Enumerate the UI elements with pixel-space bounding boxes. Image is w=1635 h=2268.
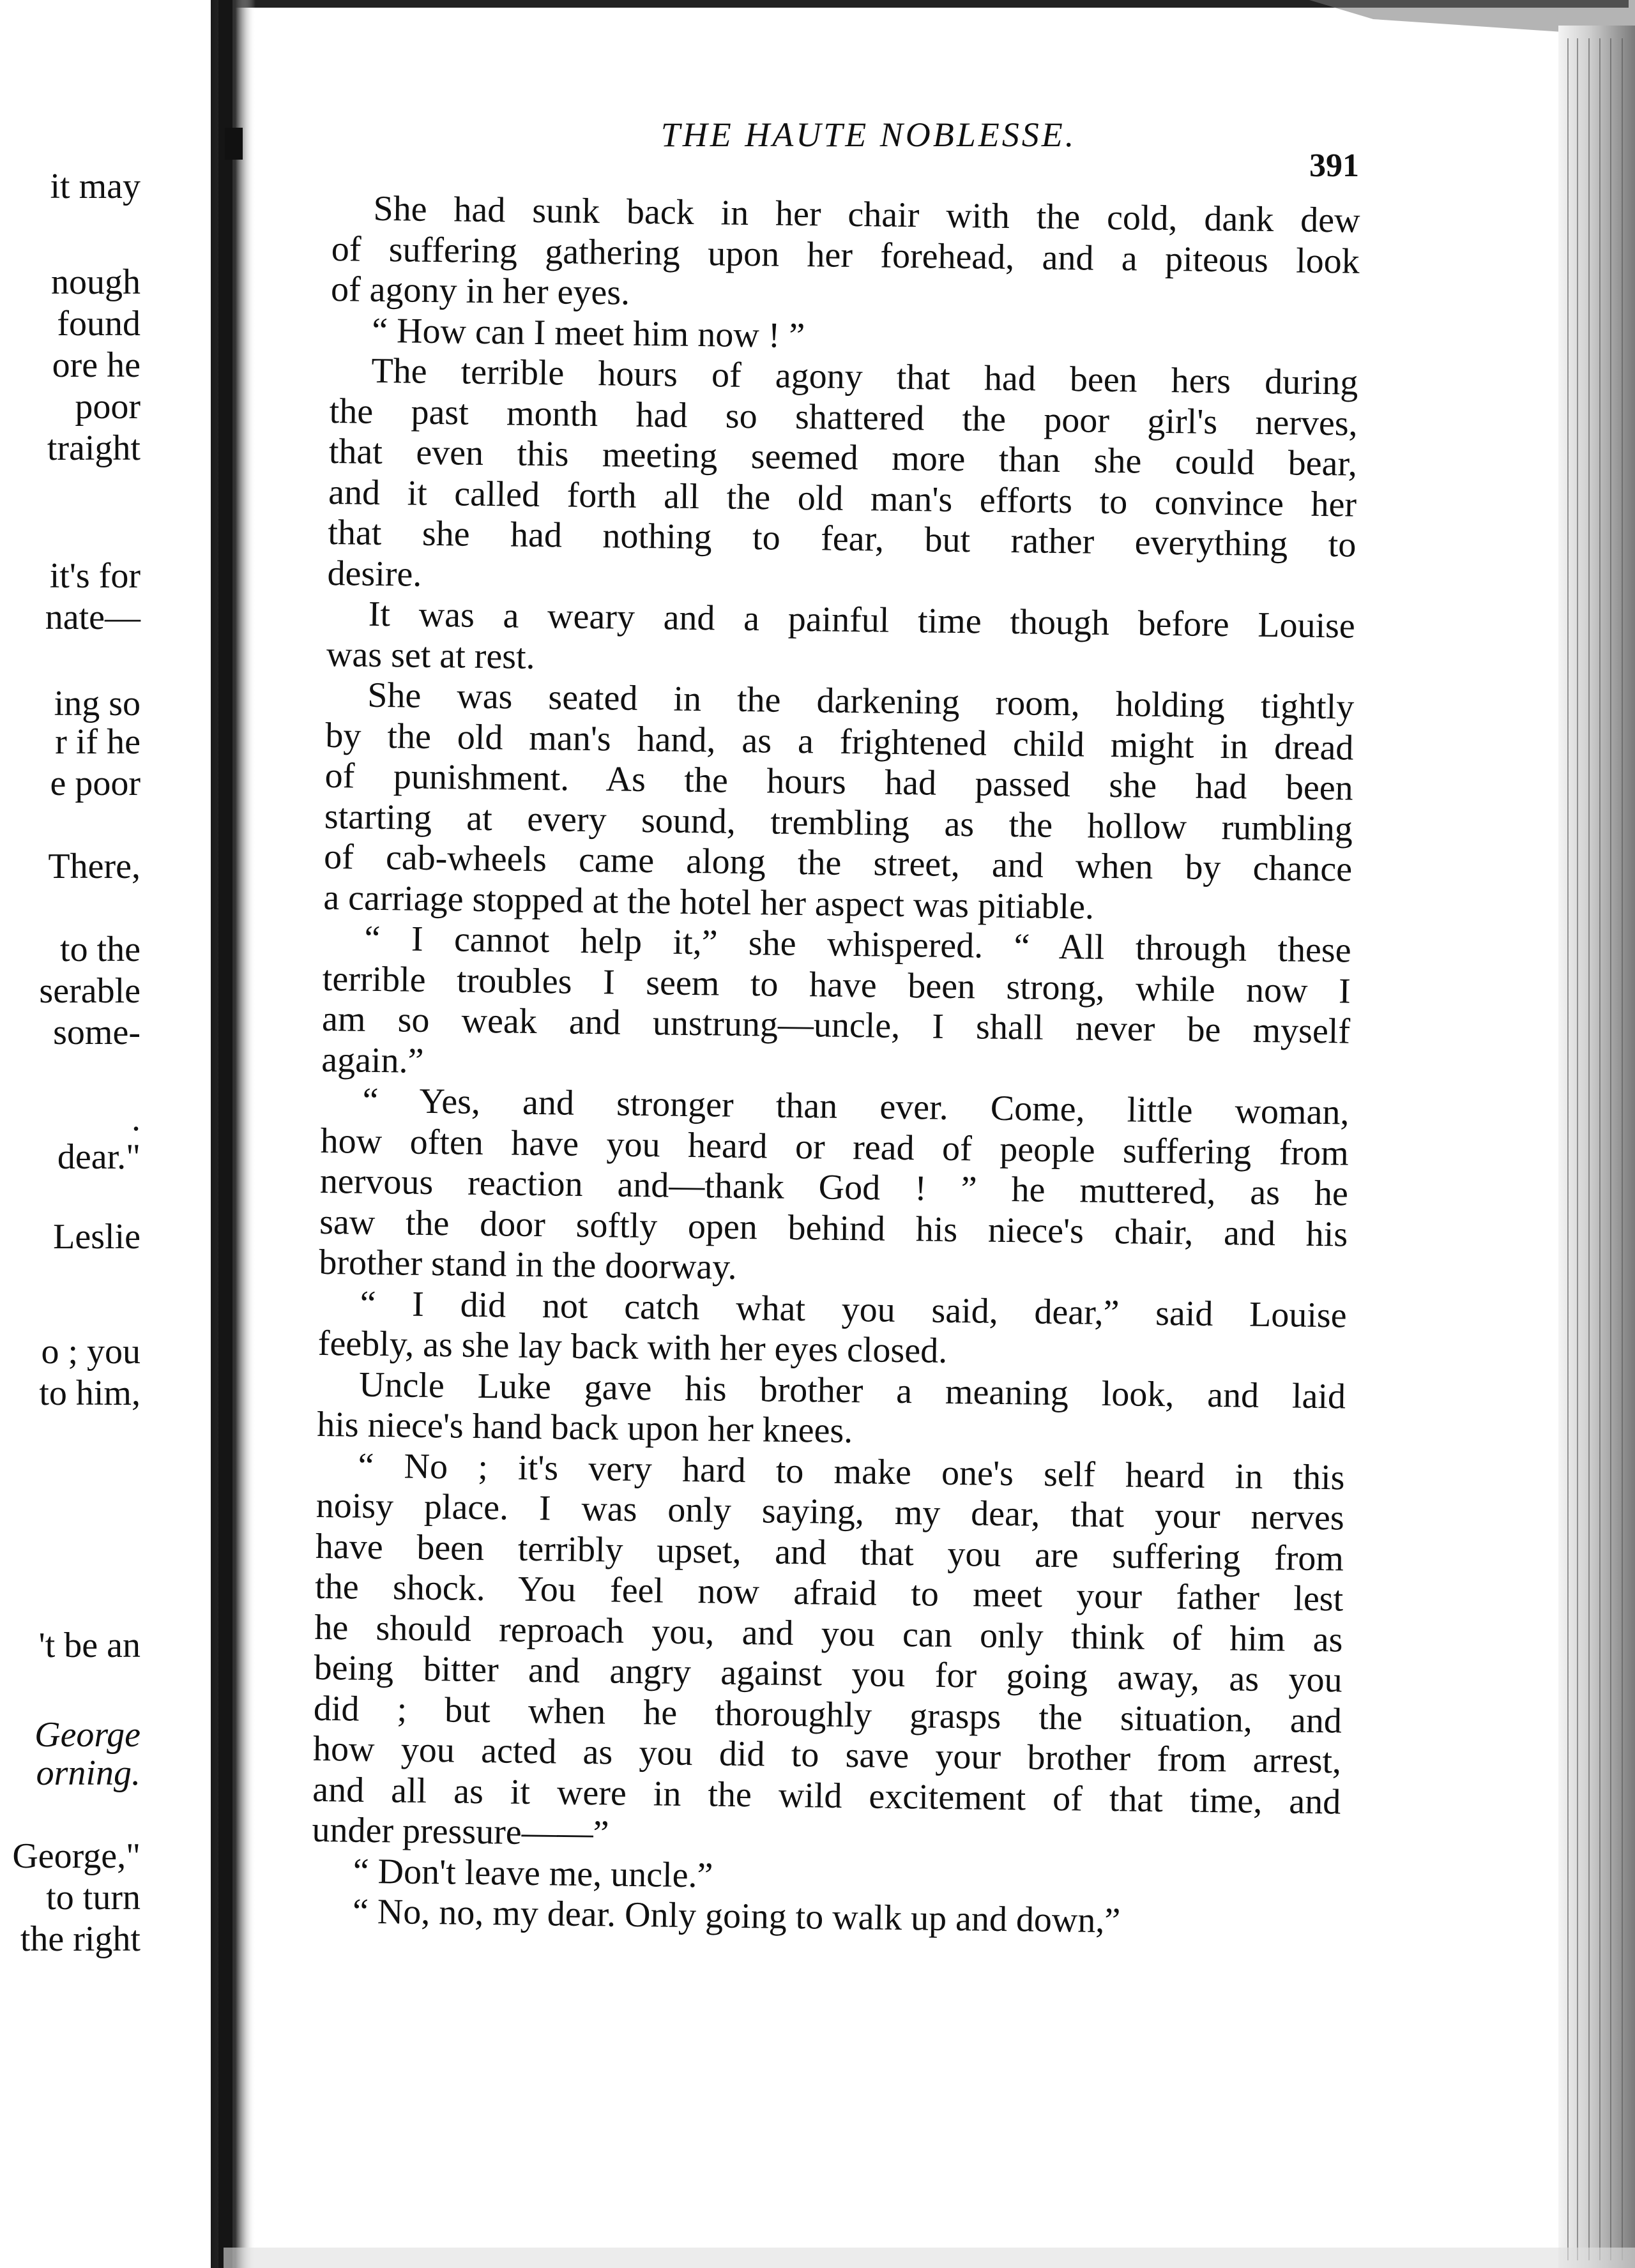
left-page-line: nate— [45,598,141,637]
left-page-line: 't be an [38,1626,141,1665]
text-line: “ Yes, and stronger than ever. Come, little woman, [362,1080,1350,1133]
text-line: The terrible hours of agony that had been hers during [371,351,1358,403]
left-page-line: it's for [49,556,141,596]
page-number: 391 [1309,147,1359,184]
left-page-line: traight [47,428,141,468]
text-line: It was a weary and a painful time though before Louise [368,594,1356,646]
text-line: noisy place. I was only saying, my dear, that your nerves [316,1485,1345,1538]
gutter-shadow [211,0,255,2268]
text-line: that even this meeting seemed more than she could bear, [328,431,1358,484]
text-line: terrible troubles I seem to have been strong, while now I [322,958,1351,1011]
text-line: a carriage stopped at the hotel her aspect was pitiable. [323,877,1095,927]
text-line: how often have you heard or read of people suffering from [320,1121,1350,1174]
bottom-shadow [224,2248,1635,2268]
text-line: She had sunk back in her chair with the cold, dank dew [373,188,1360,241]
gutter-line [218,0,232,2268]
text-line: being bitter and angry against you for going away, as you [314,1647,1342,1700]
text-line: “ I cannot help it,” she whispered. “ All through these [364,918,1351,971]
text-line: of cab-wheels came along the street, and when by chance [323,836,1353,889]
text-line: Uncle Luke gave his brother a meaning look, and laid [358,1365,1346,1417]
left-page-line: to turn [46,1878,141,1917]
text-line: and it called forth all the old man's efforts to convince her [328,472,1357,525]
left-page-line: found [57,304,141,344]
text-line: under pressure——” [312,1810,609,1854]
text-line: of suffering gathering upon her forehead, and a piteous look [331,229,1360,282]
left-page-line: serable [39,971,141,1011]
left-page-line: e poor [50,764,141,803]
left-page-line: . [132,1099,141,1138]
left-page-line: some- [53,1013,141,1052]
text-line: feebly, as she lay back with her eyes closed. [317,1323,948,1371]
text-line: again.” [321,1040,424,1081]
text-line: am so weak and unstrung—uncle, I shall never be myself [321,999,1351,1052]
left-page-fragment [0,0,211,2268]
left-page-line: George," [12,1836,141,1876]
fore-edge [1558,26,1635,2268]
text-line: “ How can I meet him now ! ” [371,310,805,356]
text-line: “ No ; it's very hard to make one's self heard in this [358,1446,1345,1498]
text-line: starting at every sound, trembling as the hollow rumbling [324,796,1353,849]
text-line: have been terribly upset, and that you are suffering from [315,1526,1344,1579]
text-line: of punishment. As the hours had passed she had been [324,755,1354,808]
text-line: did ; but when he thoroughly grasps the situation, and [313,1688,1342,1741]
left-page-line: r if he [55,722,141,762]
left-page-line: nough [51,262,141,302]
text-line: that she had nothing to fear, but rather everything to [328,512,1357,565]
text-line: his niece's hand back upon her knees. [316,1404,853,1451]
left-page-line: to him, [39,1373,141,1413]
left-page-line: dear." [57,1137,141,1177]
left-page-line: orning. [36,1753,141,1793]
left-page-line: it may [50,167,141,206]
text-line: was set at rest. [326,634,536,677]
text-line: how you acted as you did to save your brother from arrest, [312,1728,1342,1781]
body-text [311,188,1360,1944]
text-line: the shock. You feel now afraid to meet your father lest [314,1566,1344,1619]
left-page-line: poor [75,387,141,427]
text-line: by the old man's hand, as a frightened child might in dread [325,715,1354,768]
text-line: brother stand in the doorway. [319,1242,737,1287]
text-line: saw the door softly open behind his niece's chair, and his [319,1202,1348,1255]
left-page-line: George [34,1715,141,1755]
left-page-line: ore he [52,345,141,385]
text-line: She was seated in the darkening room, holding tightly [367,675,1355,727]
text-line: “ Don't leave me, uncle.” [353,1851,713,1895]
text-line: the past month had so shattered the poor girl's nerves, [329,391,1358,444]
text-line: “ No, no, my dear. Only going to walk up and down,” [352,1891,1121,1941]
left-page-line: to the [60,930,141,969]
left-page-line: the right [20,1919,141,1959]
text-line: “ I did not catch what you said, dear,” said Louise [360,1283,1347,1336]
left-page-line: o ; you [41,1332,141,1372]
left-page-line: ing so [54,684,141,723]
left-page-line: Leslie [53,1217,141,1257]
text-line: of agony in her eyes. [330,269,630,313]
left-page-line: There, [48,847,141,886]
text-line: nervous reaction and—thank God ! ” he muttered, as he [319,1161,1349,1214]
gutter-tab [225,128,243,160]
running-head: THE HAUTE NOBLESSE. [660,116,1077,154]
text-line: and all as it were in the wild excitement of that time, and [312,1769,1341,1822]
text-line: he should reproach you, and you can only think of him as [314,1607,1343,1659]
text-line: desire. [327,553,422,594]
